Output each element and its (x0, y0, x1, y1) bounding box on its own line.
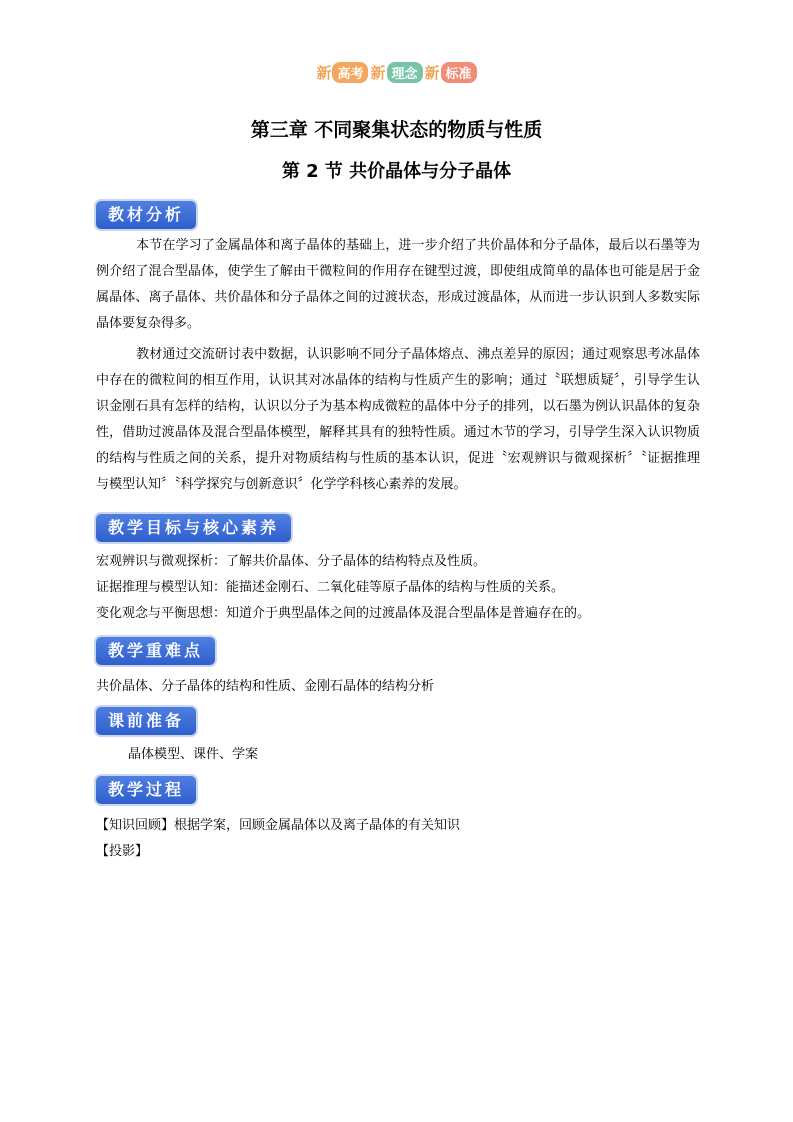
logo-part-gaokao (316, 62, 368, 83)
header-analysis: 教材分析 (96, 201, 196, 229)
logo-xin-char: 新 (316, 64, 332, 82)
header-key-points: 教学重难点 (96, 637, 215, 665)
goal-item-1: 宏观辨识与微观探析：了解共价晶体、分子晶体的结构特点及性质。 (96, 554, 487, 569)
analysis-paragraph-1 (96, 233, 700, 337)
header-logo (0, 62, 793, 82)
analysis-paragraph-2-text: 教材通过交流研讨表中数据，认识影响不同分子晶体熔点、沸点差异的原因；通过观察思考冰晶体中存在的微粒间的相互作用，认识其对冰晶体的结构与性质产生的影响；通过〝联想质疑〞，引导学生认识金刚石具有怎样的结构，认识以分子为基本构成微粒的晶体中分子的排列，以石墨为例认识晶体的复杂性，借助过渡晶体及混合型晶体模型，解释其具有的独特性质。通过木节的学习，引导学生深入认识物质的结构与性质之间的关系，提升对物质结构与性质的基本认识，促进〝宏观辨识与微观探析〞〝证据推理与模型认知〞〝科学探究与创新意识〞化学学科核心素养的发展。 (96, 347, 700, 492)
chapter-title: 第三章 不同聚集状态的物质与性质 (250, 119, 543, 141)
logo-xin-char: 新 (424, 64, 440, 82)
process-line-1: 【知识回顾】根据学案，回顾金属晶体以及离子晶体的有关知识 (96, 818, 461, 833)
logo-word-gaokao: 高考 (332, 62, 368, 83)
process-line-2: 【投影】 (96, 844, 149, 859)
logo-xin-char: 新 (370, 64, 386, 82)
logo-part-linian (370, 62, 422, 83)
logo-word-biaozhun: 标准 (441, 62, 477, 83)
preparation-text: 晶体模型、课件、学案 (128, 747, 259, 762)
header-process: 教学过程 (96, 776, 196, 804)
logo-word-linian: 理念 (387, 62, 423, 83)
goal-item-3: 变化观念与平衡思想：知道介于典型晶体之间的过渡晶体及混合型晶体是普遍存在的。 (96, 606, 591, 621)
key-points-text: 共价晶体、分子晶体的结构和性质、金刚石晶体的结构分析 (96, 679, 435, 694)
section-title: 第 2 节 共价晶体与分子晶体 (281, 161, 512, 182)
goal-item-2: 证据推理与模型认知：能描述金刚石、二氧化硅等原子晶体的结构与性质的关系。 (96, 580, 565, 595)
header-preparation: 课前准备 (96, 707, 196, 735)
analysis-paragraph-1-text: 本节在学习了金属晶体和离子晶体的基础上，进一步介绍了共价晶体和分子晶体，最后以石墨等为例介绍了混合型晶体，使学生了解由干微粒间的作用存在键型过渡，即使组成简单的晶体也可能是居于金属晶体、离子晶体、共价晶体和分子晶体之间的过渡状态，形成过渡晶体，从而进一步认识到人多数实际晶体要复杂得多。 (96, 238, 700, 331)
logo-part-biaozhun (425, 62, 477, 83)
header-goals: 教学目标与核心素养 (96, 514, 291, 542)
analysis-paragraph-2 (96, 342, 700, 498)
